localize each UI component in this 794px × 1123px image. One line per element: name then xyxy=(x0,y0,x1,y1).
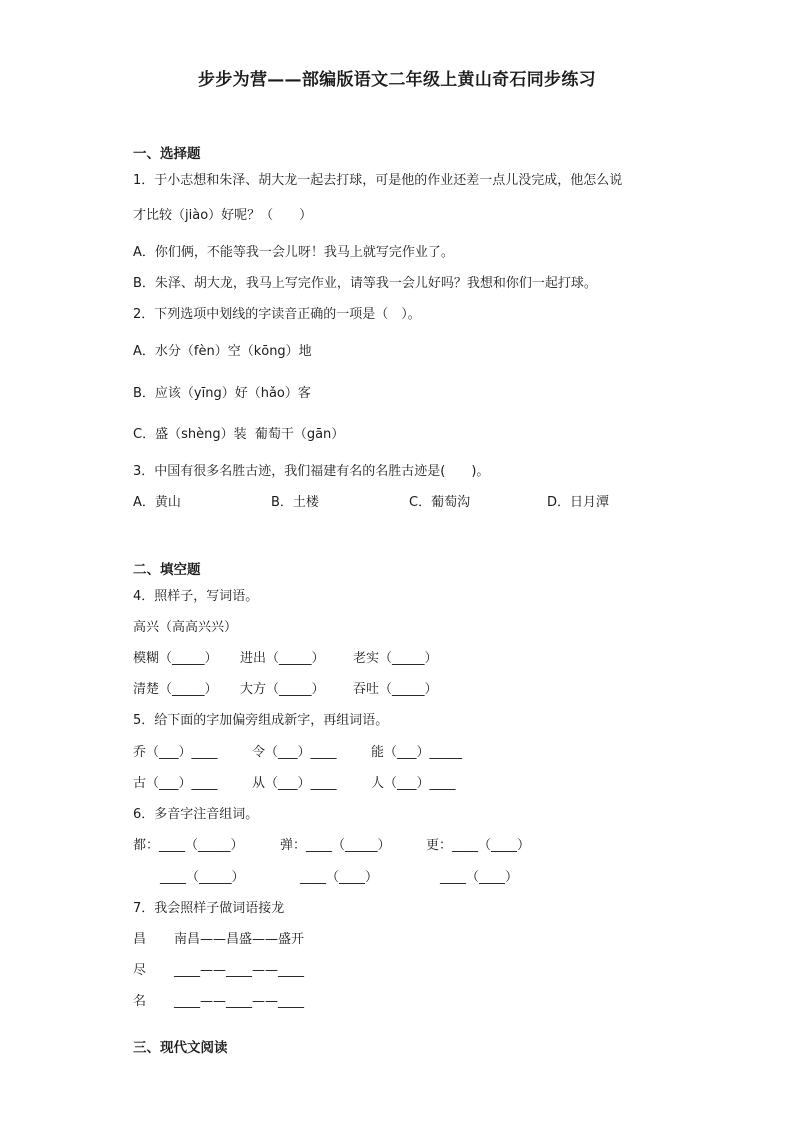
q7-chain: ____——____——____ xyxy=(174,994,304,1009)
q5-blank: 人（___）____ xyxy=(371,776,456,791)
q5-blank: 从（___）____ xyxy=(252,776,337,791)
q7-char: 名 xyxy=(133,994,147,1009)
section-heading-choice: 一、选择题 xyxy=(133,146,201,162)
q1-stem-line2: 才比较（jiào）好呢？（ ） xyxy=(133,208,313,223)
page-title: 步步为营——部编版语文二年级上黄山奇石同步练习 xyxy=(198,70,596,90)
section-heading-reading: 三、现代文阅读 xyxy=(133,1040,228,1056)
section-heading-fill: 二、填空题 xyxy=(133,562,201,578)
q6-stem: 6．多音字注音组词。 xyxy=(133,807,259,822)
q4-blank: 大方（_____） xyxy=(240,682,325,697)
q7-char: 尽 xyxy=(133,963,147,978)
q6-blank: 更：____（____） xyxy=(426,838,531,853)
q1-stem-line1: 1．于小志想和朱泽、胡大龙一起去打球，可是他的作业还差一点儿没完成，他怎么说 xyxy=(133,173,623,188)
q3-option-a: A．黄山 xyxy=(133,495,181,510)
q1-option-a: A．你们俩，不能等我一会儿呀！我马上就写完作业了。 xyxy=(133,245,454,260)
q6-blank: 都：____（_____） xyxy=(133,838,244,853)
q7-char: 昌 xyxy=(133,932,147,947)
q6-blank: ____（____） xyxy=(300,870,379,885)
q4-blank: 进出（_____） xyxy=(240,651,325,666)
q5-blank: 古（___）____ xyxy=(133,776,218,791)
q7-chain: ____——____——____ xyxy=(174,963,304,978)
q5-blank: 能（___）_____ xyxy=(371,745,463,760)
q5-stem: 5．给下面的字加偏旁组成新字，再组词语。 xyxy=(133,713,389,728)
q2-option-a: A．水分（fèn）空（kōng）地 xyxy=(133,344,312,359)
q3-stem: 3．中国有很多名胜古迹，我们福建有名的名胜古迹是( )。 xyxy=(133,464,490,479)
q4-blank: 清楚（_____） xyxy=(133,682,218,697)
q4-blank: 老实（_____） xyxy=(353,651,438,666)
q2-option-c: C．盛（shèng）装 葡萄干（gān） xyxy=(133,427,345,442)
q6-blank: ____（____） xyxy=(440,870,519,885)
q4-example: 高兴（高高兴兴） xyxy=(133,620,238,635)
q2-option-b: B．应该（yīng）好（hǎo）客 xyxy=(133,386,311,401)
q3-option-d: D．日月潭 xyxy=(547,495,610,510)
q3-option-c: C．葡萄沟 xyxy=(409,495,471,510)
q7-stem: 7．我会照样子做词语接龙 xyxy=(133,901,285,916)
q7-chain: 南昌——昌盛——盛开 xyxy=(174,932,305,947)
q5-blank: 令（___）____ xyxy=(252,745,337,760)
q6-blank: 弹：____（_____） xyxy=(280,838,391,853)
q3-option-b: B．土楼 xyxy=(271,495,319,510)
q1-option-b: B．朱泽、胡大龙，我马上写完作业，请等我一会儿好吗？我想和你们一起打球。 xyxy=(133,276,597,291)
q4-blank: 模糊（_____） xyxy=(133,651,218,666)
q4-blank: 吞吐（_____） xyxy=(353,682,438,697)
q2-stem: 2．下列选项中划线的字读音正确的一项是（ ）。 xyxy=(133,307,421,322)
q4-stem: 4．照样子，写词语。 xyxy=(133,589,259,604)
q6-blank: ____（_____） xyxy=(160,870,245,885)
q5-blank: 乔（___）____ xyxy=(133,745,218,760)
